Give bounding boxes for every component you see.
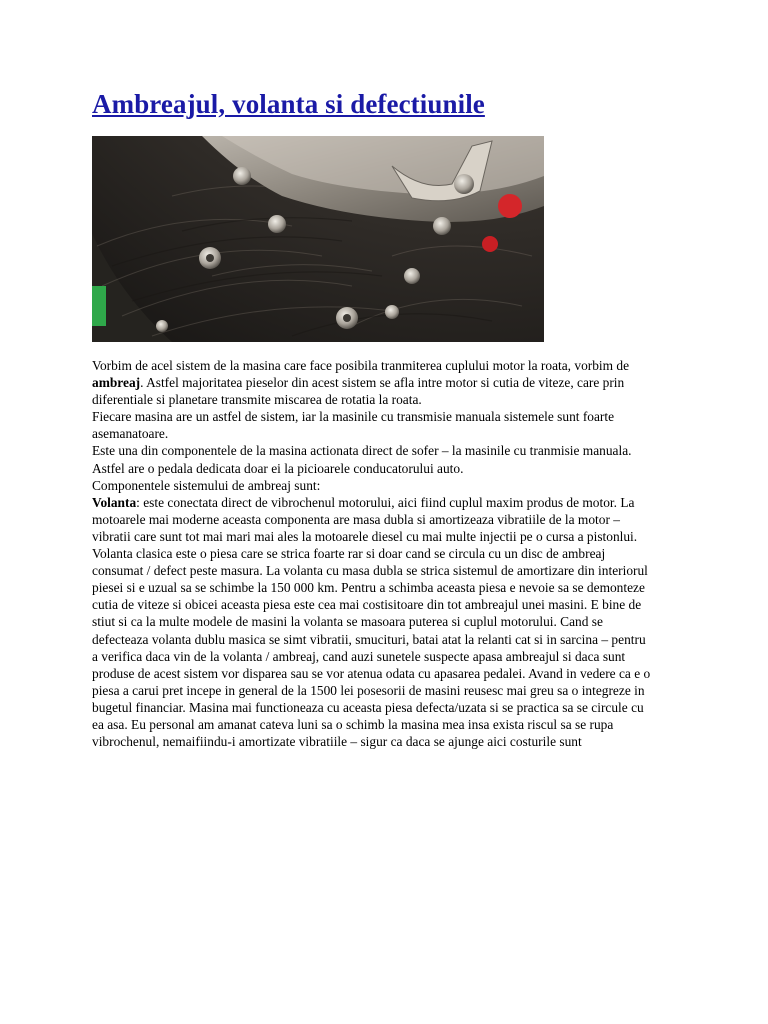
paragraph-driver: Este una din componentele de la masina actionata direct de sofer – la masinile cu tranmisie manuala. Astfel are o pedala dedicata doar ei la picioarele conducatorului auto. (92, 443, 632, 476)
paragraph-intro-text: Vorbim de acel sistem de la masina care face posibila tranmiterea cuplului motor la roata, vorbim de (92, 358, 630, 373)
paragraph-system: Fiecare masina are un astfel de sistem, iar la masinile cu transmisie manuala sistemele sunt foarte asemanatoare. (92, 409, 615, 442)
paragraph-volanta (92, 494, 652, 750)
keyword-volanta: Volanta (92, 494, 137, 510)
paragraph-components-heading: Componentele sistemului de ambreaj sunt: (92, 477, 321, 493)
article-body (92, 357, 652, 750)
clutch-disc-illustration (92, 136, 544, 342)
paragraph-intro-text-end: . Astfel majoritatea pieselor din acest sistem se afla intre motor si cutia de viteze, care prin diferentiale si planetare transmite miscarea de rotatia la roata. (92, 375, 625, 408)
keyword-ambreaj: ambreaj (92, 375, 141, 391)
page-title[interactable]: Ambreajul, volanta si defectiunile (92, 89, 485, 119)
clutch-photo (92, 136, 544, 342)
paragraph-volanta-text: : este conectata direct de vibrochenul motorului, aici fiind cuplul maxim produs de motor. La motoarele mai moderne aceasta componenta are masa dubla si amortizeaza vibratiile de la motor – vibratii care sunt tot mai mari mai ales la motoarele diesel cu mai multe injectii pe o cursa a pistonlui. Volanta clasica este o piesa care se strica foarte rar si doar cand se circula cu un disc de ambreaj consumat / defect peste masura. La volanta cu masa dubla se strica sistemul de amortizare din interiorul piesei si e uzual sa se schimbe la 150 000 km. Pentru a schimba aceasta piesa e nevoie sa se demonteze cutia de viteze si obicei aceasta piesa este cea mai costisitoare din tot ambreajul unei masini. E bine de stiut si ca la multe modele de masini la volanta se masoara puterea si cuplul motorului. Cand se defecteaza volanta dublu masica se simt vibratii, smucituri, batai atat la relanti cat si in sarcina – pentru a verifica daca vin de la volanta / ambreaj, cand auzi sunetele suspecte apasa ambreajul si daca sunt produse de acest sistem vor disparea sau se vor atenua odata cu apasarea pedalei. Avand in vedere ca e o piesa a carui pret incepe in general de la 1500 lei posesorii de masini reusesc mai greu sa o integreze in bugetul financiar. Masina mai functioneaza cu aceasta piesa defecta/uzata si se practica sa se circule cu ea asa. Eu personal am amanat cateva luni sa o schimb la masina mea insa exista riscul sa se rupa vibrochenul, nemaifiindu-i amortizate vibratiile – sigur ca daca se ajunge aici costurile sunt (92, 494, 651, 750)
paragraph-intro (92, 357, 652, 408)
